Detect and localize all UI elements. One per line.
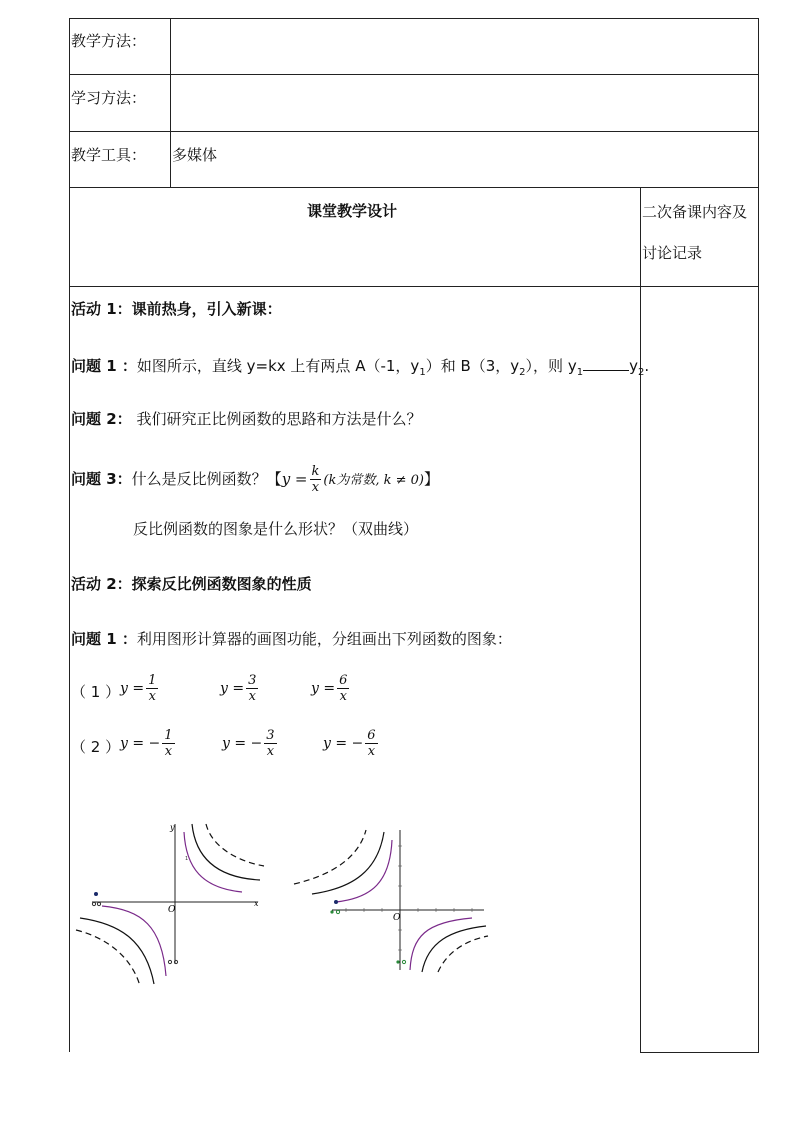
q3-formula-lhs: y = (281, 470, 308, 488)
marker-point (334, 900, 338, 904)
activity1-question1 (71, 356, 649, 382)
activity1-heading: 活动 1：课前热身，引入新课： (71, 300, 282, 318)
q1-sub2: 2 (519, 367, 526, 378)
label-column-divider (170, 18, 171, 188)
marker-point (168, 960, 171, 963)
curve-neg-1-over-x-q2 (336, 840, 392, 902)
table-border-top (69, 18, 759, 19)
function-3-over-x: y = $\frac{3}{x}$ (220, 673, 257, 704)
a2-q1-text: 利用图形计算器的画图功能，分组画出下列函数的图象： (136, 630, 512, 648)
curve-label-small: 1 (185, 856, 189, 862)
q3-formula-fraction (310, 464, 322, 495)
table-border-right (758, 18, 759, 1052)
curve-neg-3-over-x-q4 (422, 926, 486, 972)
marker-point (330, 910, 333, 913)
function-row2-label: （ 2 ） (71, 738, 121, 756)
q2-text: 我们研究正比例函数的思路和方法是什么？ (131, 410, 422, 428)
curve-6-over-x-q1 (206, 824, 264, 866)
marker-point (94, 892, 98, 896)
table-border-left (69, 18, 70, 1052)
q3-formula-tail: (k为常数, k ≠ 0) (323, 473, 424, 488)
q3-frac-num: k (311, 464, 320, 479)
teaching-tools-value: 多媒体 (172, 146, 218, 164)
q3-text: 什么是反比例函数？【 (131, 470, 282, 488)
activity1-question2 (71, 410, 421, 428)
design-title: 课堂教学设计 (307, 202, 398, 220)
q1-text-b: ）和 B（3，y (425, 357, 520, 375)
marker-point (174, 960, 177, 963)
teaching-tools-label: 教学工具： (71, 146, 147, 164)
function-row1-label: （ 1 ） (71, 683, 121, 701)
q1-sub4: 2 (637, 367, 645, 378)
q3-label: 问题 3： (71, 470, 132, 488)
axis-label-y: y (170, 823, 175, 832)
q2-label: 问题 2： (71, 410, 132, 428)
marker-point (97, 902, 100, 905)
function-neg-1-over-x: y = − $\frac{1}{x}$ (120, 728, 173, 759)
marker-point (396, 960, 399, 963)
function-neg-6-over-x: y = − $\frac{6}{x}$ (323, 728, 376, 759)
axis-label-x: x (254, 899, 259, 908)
marker-point (92, 902, 95, 905)
answer-blank[interactable] (583, 356, 629, 371)
q3-frac-den: x (311, 480, 320, 495)
activity2-question1 (71, 630, 512, 648)
activity1-followup: 反比例函数的图象是什么形状？（双曲线） (133, 520, 419, 538)
curve-1-over-x-q1 (184, 832, 242, 892)
curve-neg-3-over-x-q2 (312, 832, 384, 894)
graph-negative-k (292, 826, 492, 976)
teaching-method-label: 教学方法： (71, 32, 147, 50)
curve-neg-1-over-x-q4 (410, 918, 472, 970)
row-divider-4 (69, 286, 759, 287)
curve-3-over-x-q3 (80, 918, 154, 984)
side-column-divider (640, 187, 641, 1052)
graph-positive-k (72, 818, 272, 990)
q1-label: 问题 1 ： (71, 357, 137, 375)
side-title-line1: 二次备课内容及 (642, 203, 748, 221)
q1-text-a: 如图所示，直线 y=kx 上有两点 A（-1，y (136, 357, 420, 375)
function-1-over-x: y = $\frac{1}{x}$ (120, 673, 157, 704)
side-column-bottom (640, 1052, 759, 1053)
row-divider-2 (69, 131, 759, 132)
activity1-question3 (71, 464, 439, 495)
learning-method-label: 学习方法： (71, 89, 147, 107)
origin-label: O (393, 913, 401, 923)
q1-text-c: ），则 y (525, 357, 577, 375)
origin-label: O (168, 905, 176, 915)
function-6-over-x: y = $\frac{6}{x}$ (311, 673, 348, 704)
a2-q1-label: 问题 1 ： (71, 630, 137, 648)
q1-sub3: 1 (576, 367, 584, 378)
marker-point (336, 910, 339, 913)
side-title-line2: 讨论记录 (642, 244, 703, 262)
function-neg-3-over-x: y = − $\frac{3}{x}$ (222, 728, 275, 759)
q1-sub1: 1 (419, 367, 426, 378)
q3-close: 】 (423, 470, 439, 488)
row-divider-3 (69, 187, 759, 188)
q1-text-d: y (629, 357, 638, 375)
q1-end: . (644, 357, 650, 375)
curve-3-over-x-q1 (192, 824, 260, 880)
marker-point (402, 960, 405, 963)
curve-neg-6-over-x-q4 (438, 936, 488, 972)
curve-neg-6-over-x-q2 (294, 830, 366, 884)
activity2-heading: 活动 2：探索反比例函数图象的性质 (71, 575, 312, 593)
row-divider-1 (69, 74, 759, 75)
